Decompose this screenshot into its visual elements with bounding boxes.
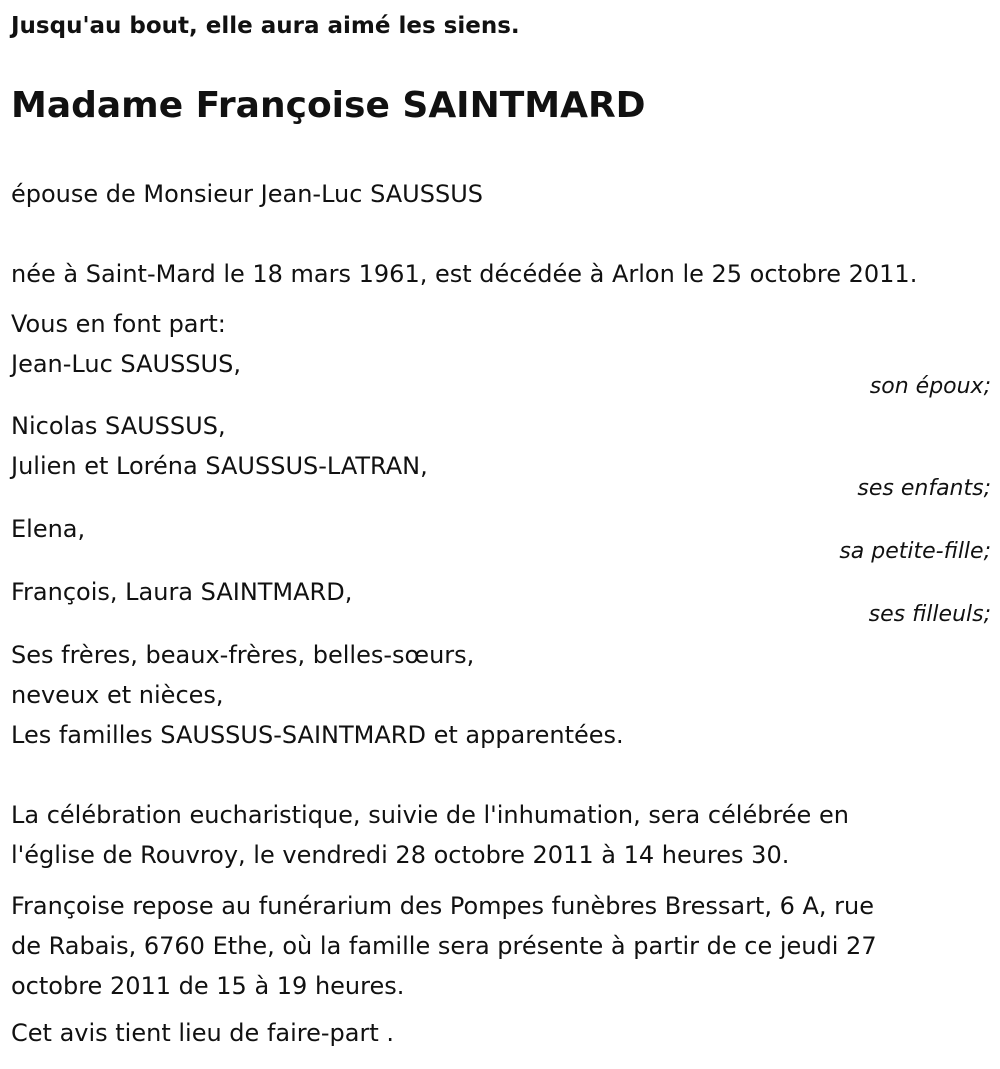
announce-intro: Vous en font part: [11,310,226,338]
family-child-2: Julien et Loréna SAUSSUS-LATRAN, [11,452,428,480]
ceremony-line-2: l'église de Rouvroy, le vendredi 28 octobre 2011 à 14 heures 30. [11,841,790,869]
family-spouse-role: son époux; [869,374,991,399]
family-granddaughter-name: Elena, [11,515,86,543]
spouse-line: épouse de Monsieur Jean-Luc SAUSSUS [11,180,484,208]
family-granddaughter-role: sa petite-fille; [839,539,991,564]
viewing-line-2: de Rabais, 6760 Ethe, où la famille sera présente à partir de ce jeudi 27 [11,932,877,960]
deceased-name: Madame Françoise SAINTMARD [11,85,646,126]
notice-motto: Jusqu'au bout, elle aura aimé les siens. [11,13,520,39]
viewing-paragraph [11,886,989,1006]
family-godchildren-role: ses filleuls; [868,602,991,627]
obituary-notice [11,0,991,1069]
family-godchildren-name: François, Laura SAINTMARD, [11,578,353,606]
viewing-line-3: octobre 2011 de 15 à 19 heures. [11,972,405,1000]
family-relatives-3: Les familles SAUSSUS-SAINTMARD et apparentées. [11,721,624,749]
birth-death-line: née à Saint-Mard le 18 mars 1961, est décédée à Arlon le 25 octobre 2011. [11,260,918,288]
family-children-role: ses enfants; [857,476,991,501]
ceremony-line-1: La célébration eucharistique, suivie de l'inhumation, sera célébrée en [11,801,849,829]
family-relatives-2: neveux et nièces, [11,681,224,709]
ceremony-paragraph [11,795,989,875]
family-relatives-1: Ses frères, beaux-frères, belles-sœurs, [11,641,475,669]
viewing-line-1: Françoise repose au funérarium des Pompes funèbres Bressart, 6 A, rue [11,892,875,920]
family-spouse-name: Jean-Luc SAUSSUS, [11,350,241,378]
family-child-1: Nicolas SAUSSUS, [11,412,226,440]
closing-line: Cet avis tient lieu de faire-part . [11,1019,395,1047]
